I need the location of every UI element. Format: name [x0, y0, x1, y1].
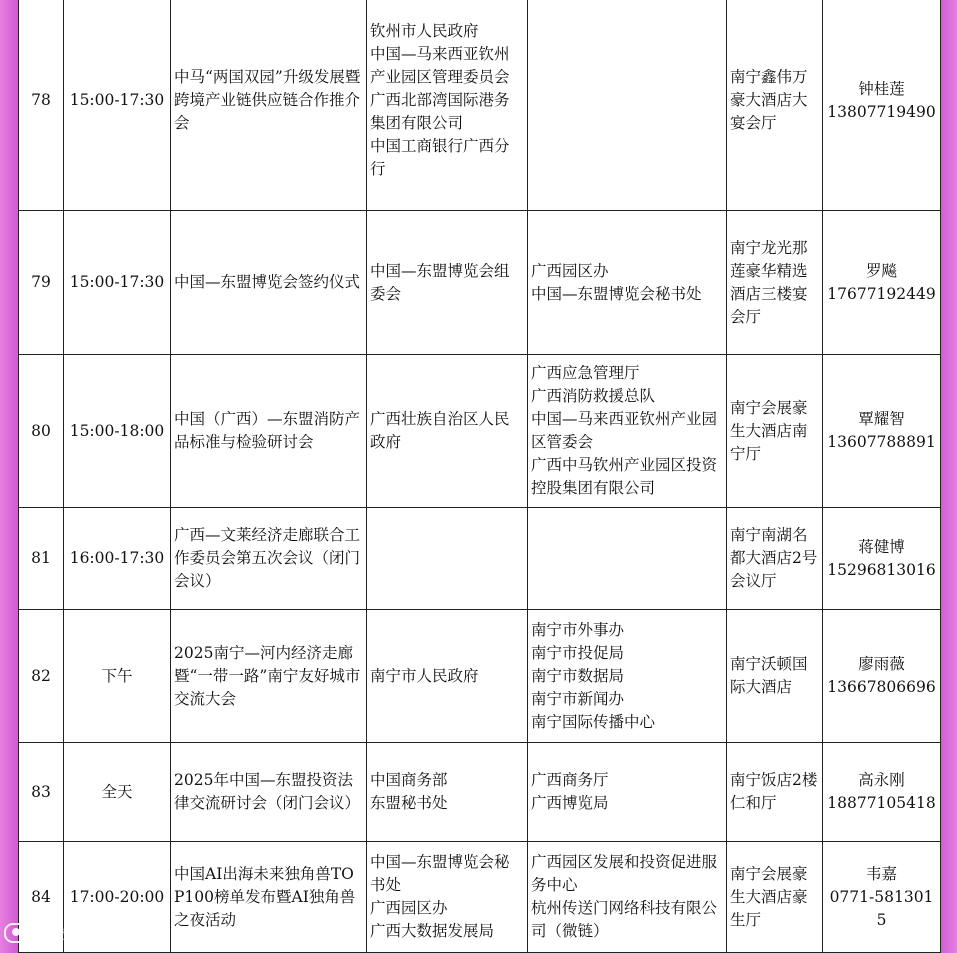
event-name: 2025年中国—东盟投资法律交流研讨会（闭门会议）	[171, 743, 367, 842]
event-time: 下午	[64, 610, 171, 743]
co-organizer	[528, 0, 727, 211]
co-organizer	[528, 842, 727, 953]
event-name: 中马“两国双园”升级发展暨跨境产业链供应链合作推介会	[171, 0, 367, 211]
contact-phone: 13667806696	[827, 678, 936, 696]
contact-phone: 17677192449	[827, 284, 936, 303]
organizer-line: 钦州市人民政府	[370, 22, 479, 40]
contact-name: 蒋健博	[858, 537, 905, 556]
contact-name: 高永刚	[858, 771, 905, 789]
watermark-text: 大数跨境	[38, 924, 107, 943]
event-time: 17:00-20:00	[64, 842, 171, 953]
venue: 南宁龙光那莲豪华精选酒店三楼宴会厅	[727, 211, 823, 355]
venue: 南宁饭店2楼仁和厅	[727, 743, 823, 842]
contact	[823, 0, 941, 211]
event-name: 2025南宁—河内经济走廊暨“一带一路”南宁友好城市交流大会	[171, 610, 367, 743]
event-name: 广西—文莱经济走廊联合工作委员会第五次会议（闭门会议）	[171, 508, 367, 610]
organizer	[367, 508, 528, 610]
event-time: 全天	[64, 743, 171, 842]
co-organizer-line: 南宁市投促局	[531, 643, 625, 662]
row-number: 80	[19, 355, 64, 508]
contact-phone: 18877105418	[827, 794, 936, 812]
co-organizer	[528, 355, 727, 508]
row-number: 78	[19, 0, 64, 211]
co-organizer-line: 南宁市数据局	[531, 666, 625, 685]
organizer-line: 东盟秘书处	[370, 794, 448, 812]
contact	[823, 355, 941, 508]
event-time: 16:00-17:30	[64, 508, 171, 610]
co-organizer	[528, 211, 727, 355]
organizer	[367, 355, 528, 508]
venue: 南宁会展豪生大酒店豪生厅	[727, 842, 823, 953]
organizer	[367, 0, 528, 211]
event-name: 中国—东盟博览会签约仪式	[171, 211, 367, 355]
co-organizer-line: 广西博览局	[531, 794, 609, 812]
table-row	[19, 842, 941, 953]
row-number: 82	[19, 610, 64, 743]
contact-phone: 15296813016	[827, 560, 936, 579]
table-row	[19, 355, 941, 508]
organizer-line: 中国—东盟博览会秘书处	[370, 853, 510, 894]
contact	[823, 842, 941, 953]
co-organizer	[528, 508, 727, 610]
table-row	[19, 610, 941, 743]
organizer-line: 中国工商银行广西分行	[370, 137, 510, 178]
co-organizer-line: 广西园区发展和投资促进服务中心	[531, 853, 718, 894]
organizer	[367, 842, 528, 953]
organizer-line: 中国—东盟博览会组委会	[370, 261, 510, 303]
row-number: 84	[19, 842, 64, 953]
co-organizer-line: 广西园区办	[531, 261, 609, 280]
venue: 南宁南湖名都大酒店2号会议厅	[727, 508, 823, 610]
event-time: 15:00-17:30	[64, 0, 171, 211]
co-organizer-line: 杭州传送门网络科技有限公司（微链）	[531, 899, 718, 940]
row-number: 79	[19, 211, 64, 355]
watermark	[4, 921, 106, 944]
organizer-line: 广西园区办	[370, 899, 448, 917]
organizer-line: 广西大数据发展局	[370, 922, 495, 940]
organizer	[367, 610, 528, 743]
contact-name: 廖雨薇	[858, 655, 905, 673]
contact	[823, 211, 941, 355]
organizer-line: 南宁市人民政府	[370, 666, 479, 685]
event-name: 中国（广西）—东盟消防产品标准与检验研讨会	[171, 355, 367, 508]
co-organizer	[528, 743, 727, 842]
organizer-line: 广西壮族自治区人民政府	[370, 410, 510, 451]
contact-name: 覃耀智	[858, 410, 905, 428]
co-organizer-line: 中国—马来西亚钦州产业园区管委会	[531, 410, 718, 451]
co-organizer-line: 南宁市新闻办	[531, 689, 625, 708]
table-row	[19, 0, 941, 211]
organizer-line: 中国—马来西亚钦州产业园区管理委员会	[370, 45, 510, 86]
venue: 南宁鑫伟万豪大酒店大宴会厅	[727, 0, 823, 211]
table-body	[19, 0, 941, 953]
co-organizer-line: 广西商务厅	[531, 771, 609, 789]
co-organizer-line: 广西消防救援总队	[531, 387, 656, 405]
watermark-logo-icon	[4, 923, 34, 943]
organizer	[367, 211, 528, 355]
row-number: 83	[19, 743, 64, 842]
contact-phone: 0771-5813015	[829, 887, 934, 929]
contact-phone: 13807719490	[827, 102, 936, 121]
contact-name: 钟桂莲	[858, 79, 905, 98]
table-row	[19, 743, 941, 842]
co-organizer-line: 广西应急管理厅	[531, 364, 640, 382]
co-organizer-line: 广西中马钦州产业园区投资控股集团有限公司	[531, 456, 718, 497]
organizer-line: 广西北部湾国际港务集团有限公司	[370, 91, 510, 132]
co-organizer-line: 南宁国际传播中心	[531, 712, 656, 731]
event-time: 15:00-18:00	[64, 355, 171, 508]
contact-phone: 13607788891	[827, 433, 936, 451]
contact-name: 罗飚	[865, 261, 897, 280]
contact-name: 韦嘉	[865, 864, 897, 883]
organizer-line: 中国商务部	[370, 771, 448, 789]
co-organizer-line: 中国—东盟博览会秘书处	[531, 284, 702, 303]
schedule-sheet	[18, 0, 940, 953]
event-schedule-table	[18, 0, 941, 953]
row-number: 81	[19, 508, 64, 610]
table-row	[19, 508, 941, 610]
venue: 南宁会展豪生大酒店南宁厅	[727, 355, 823, 508]
organizer	[367, 743, 528, 842]
table-row	[19, 211, 941, 355]
contact	[823, 508, 941, 610]
contact	[823, 743, 941, 842]
co-organizer-line: 南宁市外事办	[531, 620, 625, 639]
venue: 南宁沃顿国际大酒店	[727, 610, 823, 743]
event-name: 中国AI出海未来独角兽TOP100榜单发布暨AI独角兽之夜活动	[171, 842, 367, 953]
event-time: 15:00-17:30	[64, 211, 171, 355]
co-organizer	[528, 610, 727, 743]
contact	[823, 610, 941, 743]
